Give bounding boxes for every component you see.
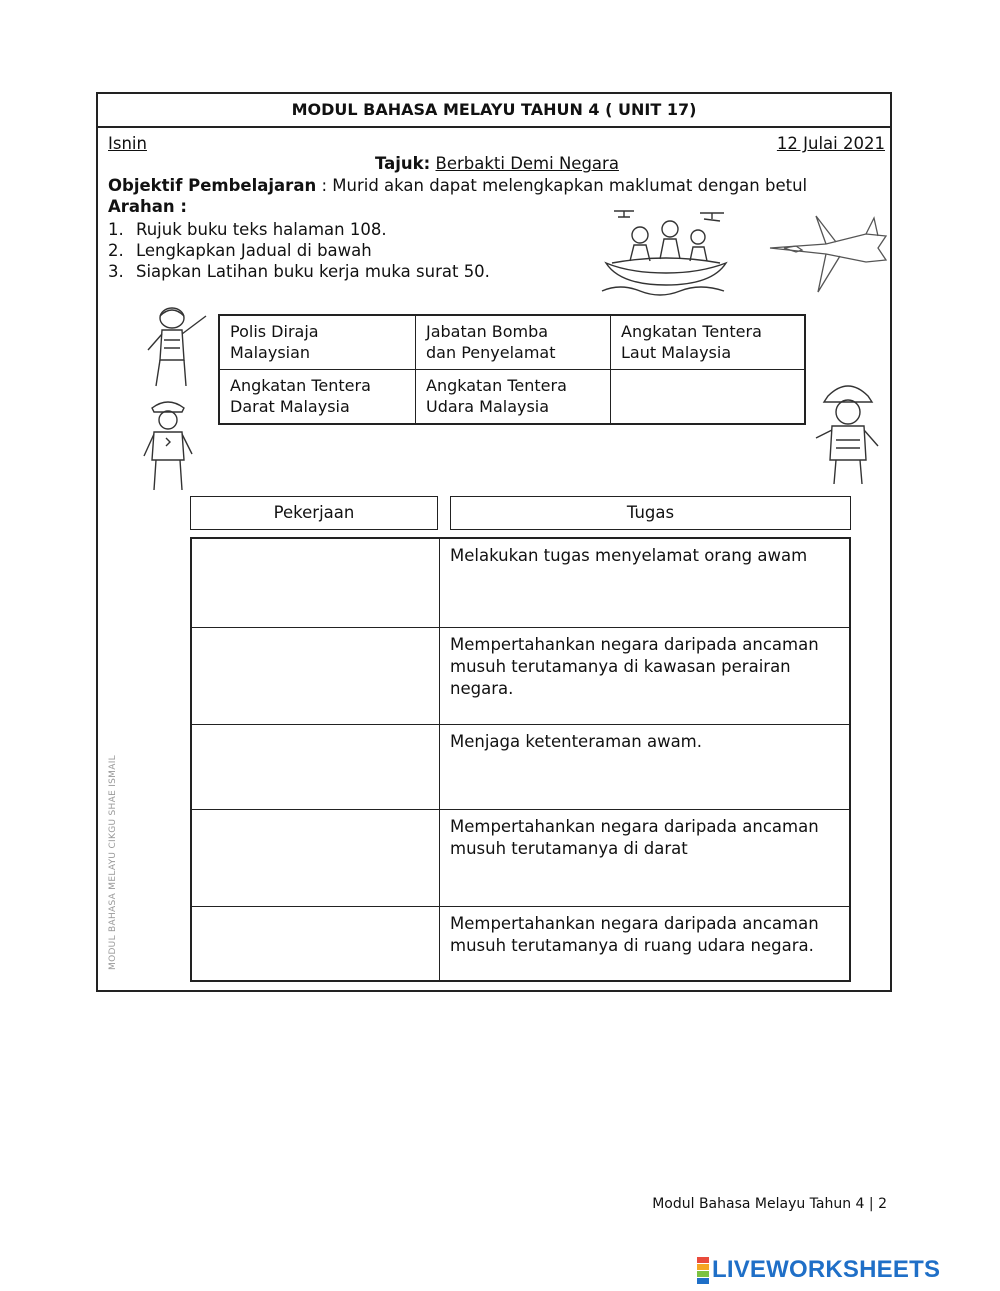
table-row [192,539,849,627]
job-task-table [190,537,851,982]
table-row [192,809,849,906]
firefighter-icon [812,376,884,488]
option-cell[interactable]: Jabatan Bomba dan Penyelamat [416,316,611,370]
soldier-icon [140,304,210,390]
option-cell[interactable]: Angkatan Tentera Udara Malaysia [416,370,611,424]
answer-drop-zone[interactable] [192,725,440,809]
instruction-item: 2. Lengkapkan Jadual di bawah [108,241,372,260]
topic-value: Berbakti Demi Negara [435,154,619,173]
task-text: Menjaga ketenteraman awam. [450,732,703,751]
answer-drop-zone[interactable] [192,907,440,980]
column-header-task: Tugas [450,496,851,530]
task-text: Mempertahankan negara daripada ancaman musuh terutamanya di kawasan perairan negara. [450,635,819,698]
topic-label: Tajuk: [375,154,431,173]
table-row [192,627,849,724]
side-credit: MODUL BAHASA MELAYU CIKGU SHAE ISMAIL [108,755,118,970]
option-cell[interactable]: Polis Diraja Malaysian [220,316,416,370]
rescue-boat-icon [600,203,732,297]
task-text: Mempertahankan negara daripada ancaman musuh terutamanya di ruang udara negara. [450,914,819,955]
option-cell-empty [611,370,804,424]
liveworksheets-logo[interactable] [697,1256,940,1284]
brand-name: LIVEWORKSHEETS [712,1256,941,1283]
objective-text: : Murid akan dapat melengkapkan maklumat dengan betul [321,176,808,195]
police-icon [138,394,198,494]
column-header-job: Pekerjaan [190,496,438,530]
instructions-label: Arahan : [108,197,188,216]
answer-drop-zone[interactable] [192,539,440,627]
instructions-list [108,219,490,282]
task-text: Mempertahankan negara daripada ancaman musuh terutamanya di darat [450,817,819,858]
fighter-jet-icon [766,212,894,298]
objective-line [108,176,808,195]
answer-drop-zone[interactable] [192,628,440,724]
instruction-item: 1. Rujuk buku teks halaman 108. [108,220,387,239]
answer-options-table [218,314,806,425]
option-cell[interactable]: Angkatan Tentera Laut Malaysia [611,316,804,370]
worksheet-title: MODUL BAHASA MELAYU TAHUN 4 ( UNIT 17) [98,94,890,128]
table-row [192,906,849,980]
instruction-item: 3. Siapkan Latihan buku kerja muka surat 50. [108,262,490,281]
objective-label: Objektif Pembelajaran [108,176,317,195]
answer-drop-zone[interactable] [192,810,440,906]
task-text: Melakukan tugas menyelamat orang awam [450,546,808,565]
day-label: Isnin [108,134,147,153]
date-label: 12 Julai 2021 [776,134,885,153]
page-footer: Modul Bahasa Melayu Tahun 4 | 2 [652,1196,887,1212]
topic-line [375,154,619,173]
logo-blocks-icon [697,1257,709,1284]
table-row [192,724,849,809]
option-cell[interactable]: Angkatan Tentera Darat Malaysia [220,370,416,424]
